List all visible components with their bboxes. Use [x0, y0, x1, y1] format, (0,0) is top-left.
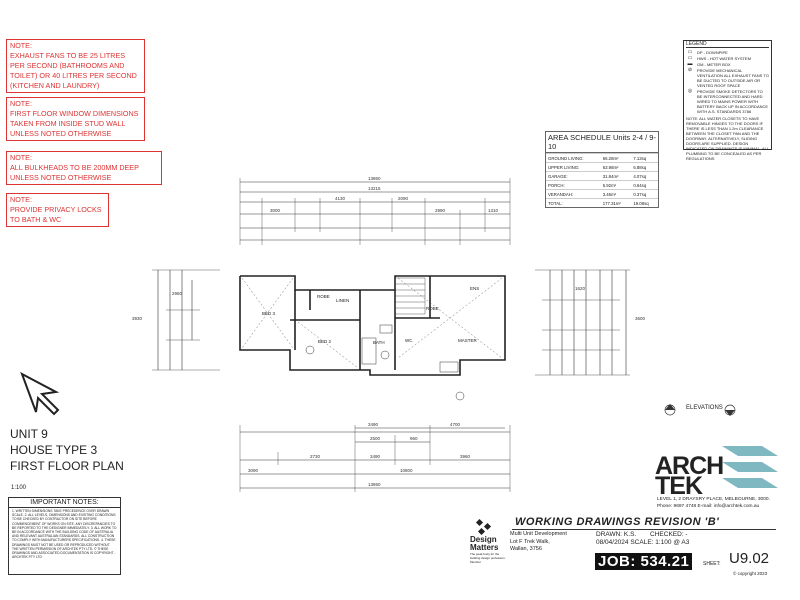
room-label: MASTER: [458, 338, 477, 343]
area-name: PORCH:: [546, 181, 601, 190]
north-arrow-icon: [18, 370, 64, 416]
dim-label: 2990: [435, 208, 446, 213]
revision-title: WORKING DRAWINGS REVISION 'B': [515, 516, 720, 528]
drawing-title: [10, 426, 124, 474]
area-schedule-title: AREA SCHEDULE Units 2-4 / 9-10: [546, 132, 658, 153]
area-name: UPPER LIVING:: [546, 163, 601, 172]
legend-box: [683, 40, 772, 161]
room-label: ENS: [470, 286, 480, 291]
dim-label: 2500: [370, 436, 381, 441]
checked-by: CHECKED: -: [650, 531, 688, 538]
area-m2: 5.92m²: [601, 181, 632, 190]
note-label: NOTE:: [10, 41, 32, 50]
room-label: LINEN: [336, 298, 350, 303]
design-matters-logo-icon: [475, 518, 493, 536]
note-text: PROVIDE PRIVACY LOCKS TO BATH & WC: [10, 205, 102, 224]
project-line: Multi Unit Development: [510, 531, 567, 537]
dim-label: 13860: [368, 482, 381, 487]
room-label: WC: [405, 338, 413, 343]
plan-name-label: FIRST FLOOR PLAN: [10, 459, 124, 473]
dim-label: 960: [410, 436, 418, 441]
important-notes-title: IMPORTANT NOTES:: [9, 498, 120, 508]
dim-label: 13215: [368, 186, 381, 191]
scale-label: 1:100: [11, 485, 27, 491]
important-notes-box: [8, 497, 121, 575]
room-label: BATH: [373, 340, 385, 345]
legend-text: DP - DOWNPIPE: [697, 50, 728, 55]
archtek-mark-icon: [722, 446, 780, 494]
dim-label: 1310: [488, 208, 499, 213]
contact-line: Phone: 9697 4748 E-mail: info@archtek.com.au: [657, 504, 760, 509]
area-m2: 177.31m²: [601, 199, 632, 208]
company-address: [657, 496, 770, 510]
exhaust-fan-icon: ⊘: [687, 67, 693, 73]
dim-label: 2090: [398, 196, 409, 201]
important-notes-body: 1. WRITTEN DIMENSIONS TAKE PRECEDENCE OVER DRAWN SCALE. 2. ALL LEVELS, DIMENSIONS AND EXISTING CONDITIONS TO BE CHECKED BY CONTRACTOR ON SITE BEFORE COMMENCEMENT OF WORKS ON SITE. ANY DISCREPANCIES TO BE REPORTED TO THE DESIGNER IMMEDIATELY. 3. ALL WORK TO BE IN ACCORDANCE WITH THE BUILDING CODE OF AUSTRALIA AND RELEVANT AUSTRALIAN STANDARDS. ALL CONSTRUCTION TO COMPLY WITH MANUFACTURERS SPECIFICATIONS. 4. THESE DRAWINGS MUST NOT BE USED OR REPRODUCED WITHOUT THE WRITTEN PERMISSION OF ARCHTEK PTY LTD. © THESE DRAWINGS AND ASSOCIATED DOCUMENTATION IS COPYRIGHT - ARCHTEK PTY LTD: [12, 509, 117, 560]
note-exhaust-fans: [6, 39, 145, 93]
legend-text: HWS - HOT WATER SYSTEM: [697, 56, 751, 61]
floor-plan-drawing: [130, 170, 660, 500]
drawing-meta: [596, 531, 689, 547]
legend-text: PROVIDE MECHANICAL VENTILATION ALL EXHAUST FANS TO BE DUCTED TO OUTSIDE AIR OR VENTED ROOF SPACE: [697, 68, 769, 88]
area-sq: 0.37sq: [631, 190, 658, 199]
dim-label: 3960: [460, 454, 471, 459]
legend-footer: NOTE: ALL WATER CLOSETS TO HAVE REMOVABLE HINGES TO THE DOORS IF THERE IS LESS THAN 1.2m CLEARANCE BETWEEN THE CLOSET PAN AND THE DOORWAY. ALTERNATIVELY, SLIDING DOORS ARE SUPPLIED. DESIGN INDICATED ON DRAWINGS IS MINIMAL. ALL PLUMBING TO BE CONCEALED AS PER REGULATIONS: [686, 116, 769, 161]
dim-label: 3600: [635, 316, 646, 321]
legend-text: PROVIDE SMOKE DETECTORS TO BE INTERCONNECTED AND HARD WIRED TO MAINS POWER WITH BATTERY BACK UP IN ACCORDANCE WITH A.S. STANDARDS 3786: [697, 89, 769, 114]
dim-label: 13860: [368, 176, 381, 181]
area-sq: 6.88sq: [631, 163, 658, 172]
hot-water-icon: ▭: [687, 55, 693, 61]
note-label: NOTE:: [10, 153, 32, 162]
legend-item: [686, 68, 769, 88]
area-m2: 66.28m²: [601, 154, 632, 163]
dim-label: 4700: [450, 422, 461, 427]
area-name: TOTAL:: [546, 199, 601, 208]
meter-box-icon: ▬: [687, 61, 693, 67]
dim-label: 2730: [310, 454, 321, 459]
area-m2: 3.46m²: [601, 190, 632, 199]
project-line: Lot F Trek Walk,: [510, 538, 550, 545]
dim-label: 3000: [270, 208, 281, 213]
smoke-detector-icon: ◎: [687, 88, 693, 94]
area-m2: 31.84m²: [601, 172, 632, 181]
note-privacy-locks: [6, 193, 109, 227]
note-label: NOTE:: [10, 195, 32, 204]
project-info: [510, 531, 567, 554]
legend-item: [686, 56, 769, 61]
room-label: BED 3: [262, 311, 276, 316]
house-type-label: HOUSE TYPE 3: [10, 443, 98, 457]
revision-underline: [512, 529, 776, 530]
room-label: ROBE: [317, 294, 330, 299]
elevations-marker-icon: [660, 400, 740, 424]
unit-label: UNIT 9: [10, 427, 48, 441]
dim-label: 4130: [335, 196, 346, 201]
dm-subtitle: The peak body for the building design profession. Member: [470, 552, 506, 564]
design-matters-logo: [470, 536, 510, 564]
area-m2: 63.98m²: [601, 163, 632, 172]
room-label: BED 2: [318, 339, 332, 344]
dm-title: Design Matters: [470, 535, 499, 552]
dim-label: 3490: [370, 454, 381, 459]
drawn-by: DRAWN: K.S.: [596, 531, 637, 538]
project-line: Wallan, 3756: [510, 546, 542, 552]
area-name: GARAGE:: [546, 172, 601, 181]
sheet-number: U9.02: [729, 550, 770, 567]
job-number: JOB: 534.21: [595, 553, 692, 570]
dim-label: 1620: [575, 286, 586, 291]
note-text: ALL BULKHEADS TO BE 200MM DEEP UNLESS NOTED OTHERWISE: [10, 163, 139, 182]
legend-item: [686, 50, 769, 55]
legend-item: [686, 89, 769, 114]
address-line: LEVEL 1, 2 DRAYSRY PLACE, MELBOURNE, 3000.: [657, 497, 770, 502]
date-scale: 08/04/2024 SCALE: 1:100 @ A3: [596, 539, 690, 546]
legend-item: [686, 62, 769, 67]
note-window-dims: [6, 97, 145, 141]
area-name: GROUND LIVING:: [546, 154, 601, 163]
dim-label: 10800: [400, 468, 413, 473]
note-text: FIRST FLOOR WINDOW DIMENSIONS TAKEN FROM INSIDE STUD WALL UNLESS NOTED OTHERWISE: [10, 109, 139, 138]
note-label: NOTE:: [10, 99, 32, 108]
downpipe-icon: ▭: [687, 49, 693, 55]
archtek-logo: ARCH TEK: [655, 452, 724, 500]
copyright: © copyright 2023: [733, 571, 768, 576]
area-sq: 0.64sq: [631, 181, 658, 190]
table-row: [546, 154, 658, 163]
note-text: EXHAUST FANS TO BE 25 LITRES PER SECOND (BATHROOMS AND TOILET) OR 40 LITRES PER SECOND (KITCHEN AND LAUNDRY): [10, 51, 137, 90]
room-label: ROBE: [426, 306, 439, 311]
dim-label: 2960: [172, 291, 183, 296]
area-sq: 7.13sq: [631, 154, 658, 163]
legend-text: GM - METER BOX: [697, 62, 731, 67]
area-sq: 4.07sq: [631, 172, 658, 181]
dim-label: 3490: [368, 422, 379, 427]
area-sq: 19.08sq: [631, 199, 658, 208]
dim-label: 3930: [132, 316, 143, 321]
legend-title: LEGEND: [686, 42, 769, 48]
area-name: VERANDAH:: [546, 190, 601, 199]
dim-label: 3090: [248, 468, 259, 473]
sheet-label: SHEET:: [703, 561, 721, 567]
elevations-label: ELEVATIONS: [686, 405, 723, 411]
